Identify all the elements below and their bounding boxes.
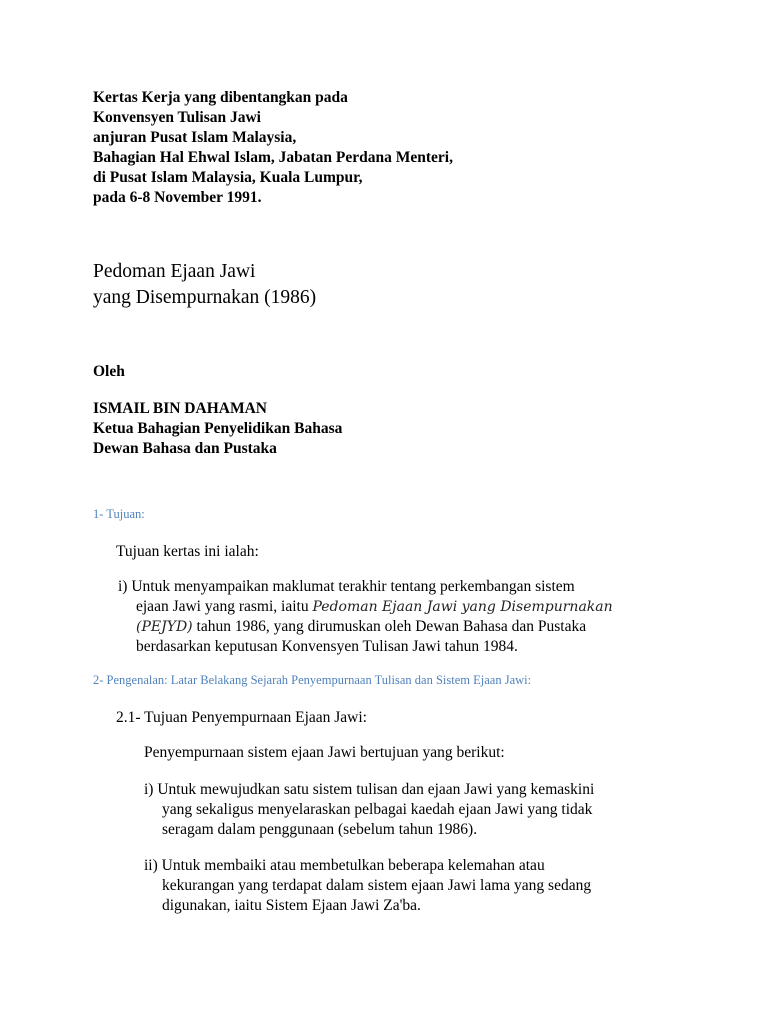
author-block	[93, 399, 342, 459]
item-line	[118, 597, 613, 617]
section-2-1-item-1	[144, 780, 594, 840]
paper-header	[93, 88, 453, 208]
author-position: Ketua Bahagian Penyelidikan Bahasa	[93, 420, 343, 437]
title-line-2: yang Disempurnakan (1986)	[93, 287, 317, 308]
section-1-intro: Tujuan kertas ini ialah:	[116, 543, 259, 560]
section-2-1-intro: Penyempurnaan sistem ejaan Jawi bertujuan yang berikut:	[144, 744, 505, 761]
author-name: ISMAIL BIN DAHAMAN	[93, 400, 267, 417]
item-line: digunakan, iaitu Sistem Ejaan Jawi Za'ba.	[162, 897, 421, 914]
item-line: yang sekaligus menyelaraskan pelbagai kaedah ejaan Jawi yang tidak	[162, 801, 593, 818]
item-line	[118, 617, 613, 637]
item-line: i) Untuk menyampaikan maklumat terakhir tentang perkembangan sistem	[118, 578, 575, 595]
header-line: Bahagian Hal Ehwal Islam, Jabatan Perdana Menteri,	[93, 149, 453, 166]
header-line: di Pusat Islam Malaysia, Kuala Lumpur,	[93, 169, 363, 186]
author-organization: Dewan Bahasa dan Pustaka	[93, 440, 277, 457]
item-line: berdasarkan keputusan Konvensyen Tulisan Jawi tahun 1984.	[136, 638, 518, 655]
section-2-heading: 2- Pengenalan: Latar Belakang Sejarah Penyempurnaan Tulisan dan Sistem Ejaan Jawi:	[93, 673, 532, 687]
item-line: ii) Untuk membaiki atau membetulkan beberapa kelemahan atau	[144, 857, 545, 874]
item-line: i) Untuk mewujudkan satu sistem tulisan dan ejaan Jawi yang kemaskini	[144, 781, 595, 798]
header-line: pada 6-8 November 1991.	[93, 189, 262, 206]
section-2-1-item-2	[144, 856, 591, 916]
item-italic-text: (PEJYD)	[136, 619, 193, 635]
header-line: Konvensyen Tulisan Jawi	[93, 109, 261, 126]
section-1-item-1	[118, 577, 613, 657]
header-line: anjuran Pusat Islam Malaysia,	[93, 129, 297, 146]
section-1-heading: 1- Tujuan:	[93, 507, 145, 521]
section-2-1-heading: 2.1- Tujuan Penyempurnaan Ejaan Jawi:	[116, 709, 367, 726]
document-title	[93, 259, 316, 311]
item-line: kekurangan yang terdapat dalam sistem ejaan Jawi lama yang sedang	[162, 877, 592, 894]
header-line: Kertas Kerja yang dibentangkan pada	[93, 89, 348, 106]
title-line-1: Pedoman Ejaan Jawi	[93, 261, 256, 282]
byline-label: Oleh	[93, 363, 125, 380]
item-text: ejaan Jawi yang rasmi, iaitu	[136, 598, 313, 615]
item-italic-text: Pedoman Ejaan Jawi yang Disempurnakan	[312, 599, 613, 615]
item-text: tahun 1986, yang dirumuskan oleh Dewan Bahasa dan Pustaka	[192, 618, 587, 635]
item-line: seragam dalam penggunaan (sebelum tahun 1986).	[162, 821, 478, 838]
